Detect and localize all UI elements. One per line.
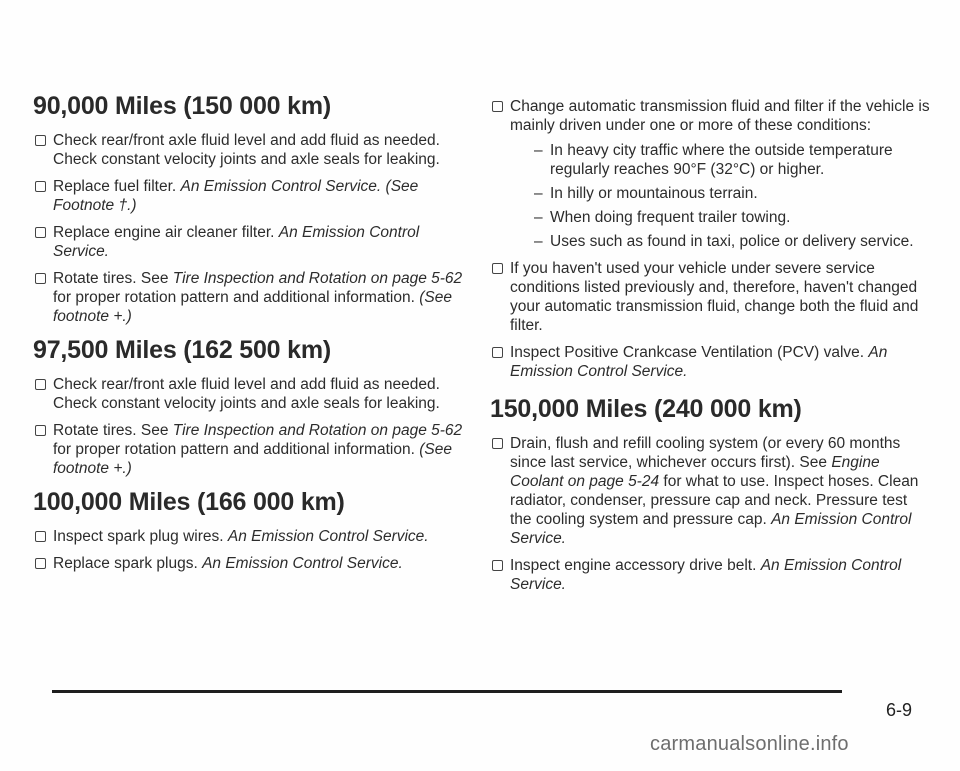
list-item (33, 421, 473, 478)
list-item (490, 259, 930, 335)
watermark-text: carmanualsonline.info (650, 733, 849, 755)
item-text: If you haven't used your vehicle under severe service conditions listed previously and, therefore, haven't changed your automatic transmission fluid, change both the fluid and filter. (510, 260, 919, 334)
item-note: An Emission Control Service. (510, 511, 912, 547)
item-text: Check rear/front axle fluid level and add fluid as needed. Check constant velocity joints and axle seals for leaking. (53, 132, 440, 168)
dash-marker: – (534, 142, 543, 159)
checkbox-icon (492, 347, 503, 358)
section-100000-miles (33, 488, 473, 573)
checkbox-icon (35, 227, 46, 238)
condition-item (534, 232, 930, 251)
checkbox-icon (492, 101, 503, 112)
section-150000-miles (490, 395, 930, 594)
checkbox-icon (35, 558, 46, 569)
checkbox-icon (492, 560, 503, 571)
checklist (490, 434, 930, 594)
item-note: An Emission Control Service. (53, 224, 420, 260)
checkbox-icon (35, 531, 46, 542)
cross-reference: Tire Inspection and Rotation on page 5-62 (172, 422, 463, 439)
checkbox-icon (35, 425, 46, 436)
section-90000-miles (33, 92, 473, 326)
checkbox-icon (35, 379, 46, 390)
section-97500-miles (33, 336, 473, 478)
checkbox-icon (35, 135, 46, 146)
dash-marker: – (534, 185, 543, 202)
condition-text: Uses such as found in taxi, police or delivery service. (550, 233, 914, 250)
list-item (33, 527, 473, 546)
list-item (490, 556, 930, 594)
item-note: An Emission Control Service. (510, 557, 902, 593)
item-text: Inspect engine accessory drive belt. (510, 557, 761, 574)
list-item (33, 375, 473, 413)
list-item (33, 223, 473, 261)
item-text: Rotate tires. See (53, 270, 173, 287)
condition-item (534, 208, 930, 227)
right-column (490, 97, 930, 604)
item-text: for what to use. Inspect hoses. Clean radiator, condenser, pressure cap and neck. Pressure test the cooling system and pressure cap. (510, 473, 919, 528)
checkbox-icon (35, 273, 46, 284)
dash-marker: – (534, 209, 543, 226)
section-heading: 90,000 Miles (150 000 km) (33, 92, 331, 120)
item-text: Replace spark plugs. (53, 555, 203, 572)
condition-text: When doing frequent trailer towing. (550, 209, 791, 226)
item-text: Rotate tires. See (53, 422, 173, 439)
cross-reference: Engine Coolant on page 5-24 (510, 454, 880, 490)
condition-text: In hilly or mountainous terrain. (550, 185, 758, 202)
list-item (33, 177, 473, 215)
list-item (33, 554, 473, 573)
condition-item (534, 141, 930, 179)
checkbox-icon (492, 438, 503, 449)
item-text: Replace fuel filter. (53, 178, 181, 195)
item-text: Replace engine air cleaner filter. (53, 224, 279, 241)
item-text: for proper rotation pattern and additional information. (53, 289, 420, 306)
item-note: An Emission Control Service. (See Footnote †.) (53, 178, 419, 214)
list-item (33, 131, 473, 169)
condition-item (534, 184, 930, 203)
condition-text: In heavy city traffic where the outside temperature regularly reaches 90°F (32°C) or higher. (550, 142, 893, 178)
footnote-reference: (See footnote +.) (53, 289, 452, 325)
checkbox-icon (35, 181, 46, 192)
checklist (33, 527, 473, 573)
section-heading: 150,000 Miles (240 000 km) (490, 395, 802, 423)
list-item (490, 97, 930, 251)
checkbox-icon (492, 263, 503, 274)
list-item (490, 434, 930, 548)
item-note: An Emission Control Service. (510, 344, 888, 380)
checklist (33, 131, 473, 326)
item-text: Change automatic transmission fluid and filter if the vehicle is mainly driven under one or more of these conditions: (510, 98, 930, 134)
item-text: Drain, flush and refill cooling system (or every 60 months since last service, whichever occurs first). See (510, 435, 901, 471)
section-heading: 100,000 Miles (166 000 km) (33, 488, 345, 516)
item-text: Inspect spark plug wires. (53, 528, 228, 545)
dash-marker: – (534, 233, 543, 250)
checklist (33, 375, 473, 478)
item-text: Check rear/front axle fluid level and add fluid as needed. Check constant velocity joints and axle seals for leaking. (53, 376, 440, 412)
item-text: Inspect Positive Crankcase Ventilation (PCV) valve. (510, 344, 869, 361)
list-item (33, 269, 473, 326)
list-item (490, 343, 930, 381)
left-column (33, 92, 473, 583)
page-number: 6-9 (886, 700, 913, 720)
item-note: An Emission Control Service. (227, 528, 429, 545)
item-note: An Emission Control Service. (202, 555, 403, 572)
checklist (490, 97, 930, 381)
footnote-reference: (See footnote +.) (53, 441, 452, 477)
footer-rule (52, 690, 842, 693)
cross-reference: Tire Inspection and Rotation on page 5-62 (172, 270, 463, 287)
item-text: for proper rotation pattern and additional information. (53, 441, 420, 458)
section-heading: 97,500 Miles (162 500 km) (33, 336, 331, 364)
condition-list (510, 141, 930, 251)
